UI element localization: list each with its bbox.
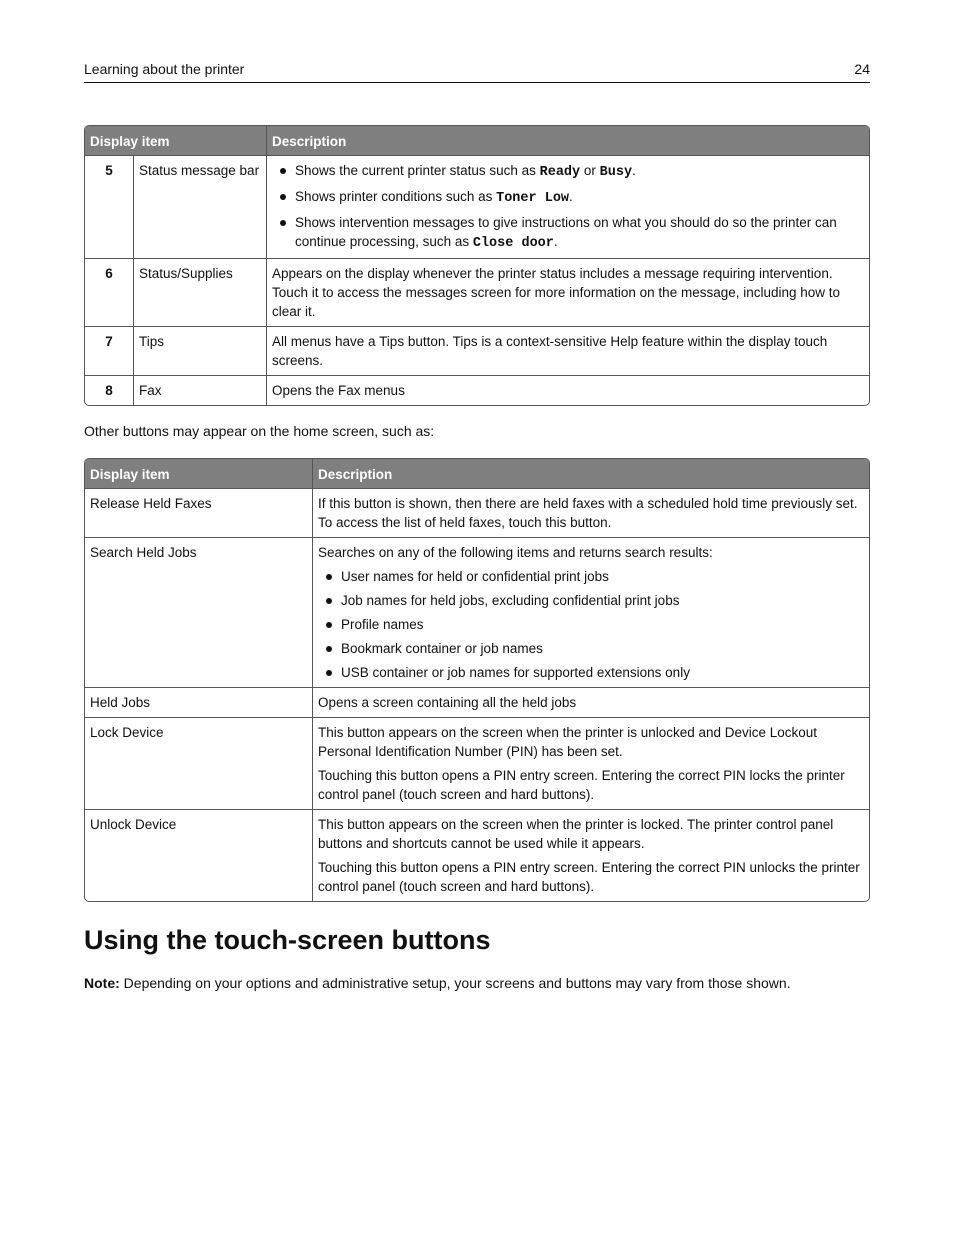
list-item: Job names for held jobs, excluding confidential print jobs xyxy=(318,591,864,610)
list-item: Shows printer conditions such as Toner Low. xyxy=(272,187,864,208)
row-number: 6 xyxy=(85,258,134,326)
row-item: Fax xyxy=(134,375,267,405)
description-paragraph: Touching this button opens a PIN entry screen. Entering the correct PIN locks the printer control panel (touch screen and hard buttons). xyxy=(318,768,845,802)
row-description xyxy=(313,488,869,537)
row-description xyxy=(267,155,869,258)
bullet-list xyxy=(272,161,864,253)
code-text: Toner Low xyxy=(496,191,570,206)
table-row xyxy=(85,488,869,537)
table-row xyxy=(85,809,869,901)
table-row xyxy=(85,687,869,717)
row-number: 8 xyxy=(85,375,134,405)
note-label: Note: xyxy=(84,975,120,991)
table-row xyxy=(85,155,869,258)
row-number: 5 xyxy=(85,155,134,258)
page-number: 24 xyxy=(854,61,870,77)
row-description xyxy=(313,717,869,809)
bullet-icon xyxy=(326,598,332,604)
row-item: Search Held Jobs xyxy=(85,537,313,687)
row-number: 7 xyxy=(85,326,134,375)
list-item: Shows intervention messages to give instructions on what you should do so the printer can continue processing, such as Close door. xyxy=(272,213,864,253)
row-description: Appears on the display whenever the printer status includes a message requiring intervention. Touch it to access the messages screen for more information on the message, including how to clear it. xyxy=(267,258,869,326)
list-item: USB container or job names for supported extensions only xyxy=(318,663,864,682)
row-item: Tips xyxy=(134,326,267,375)
bullet-icon xyxy=(326,574,332,580)
bullet-icon xyxy=(326,670,332,676)
row-description: Opens the Fax menus xyxy=(267,375,869,405)
other-buttons-table xyxy=(84,458,870,902)
row-item: Status/Supplies xyxy=(134,258,267,326)
row-item: Release Held Faxes xyxy=(85,488,313,537)
row-item: Lock Device xyxy=(85,717,313,809)
bullet-icon xyxy=(326,646,332,652)
row-description xyxy=(313,687,869,717)
description-paragraph: This button appears on the screen when the printer is unlocked and Device Lockout Personal Identification Number (PIN) has been set. xyxy=(318,725,818,759)
section-heading: Using the touch-screen buttons xyxy=(84,925,491,955)
display-items-table xyxy=(84,125,870,406)
list-item: User names for held or confidential print jobs xyxy=(318,567,864,586)
description-paragraph: This button appears on the screen when the printer is locked. The printer control panel buttons and shortcuts cannot be used while it appears. xyxy=(318,817,834,851)
table-row xyxy=(85,717,869,809)
bullet-icon xyxy=(280,194,286,200)
row-item: Held Jobs xyxy=(85,687,313,717)
row-item: Unlock Device xyxy=(85,809,313,901)
table-row xyxy=(85,326,869,375)
row-description: All menus have a Tips button. Tips is a context-sensitive Help feature within the display touch screens. xyxy=(267,326,869,375)
intro-text: Other buttons may appear on the home screen, such as: xyxy=(84,423,435,439)
running-header xyxy=(84,61,870,83)
note-paragraph xyxy=(84,975,870,991)
bullet-icon xyxy=(326,622,332,628)
table-row xyxy=(85,258,869,326)
column-header-description: Description xyxy=(267,126,869,155)
row-description xyxy=(313,537,869,687)
list-item: Bookmark container or job names xyxy=(318,639,864,658)
description-paragraph: Touching this button opens a PIN entry screen. Entering the correct PIN unlocks the printer control panel (touch screen and hard buttons). xyxy=(318,860,860,894)
bullet-list xyxy=(318,567,864,682)
description-paragraph: Opens a screen containing all the held jobs xyxy=(318,695,577,710)
column-header-display-item: Display item xyxy=(85,459,313,488)
list-item: Profile names xyxy=(318,615,864,634)
note-text: Depending on your options and administrative setup, your screens and buttons may vary from those shown. xyxy=(119,975,791,991)
column-header-display-item: Display item xyxy=(85,126,267,155)
code-text: Ready xyxy=(539,165,581,180)
table-header-row xyxy=(85,459,869,488)
row-item: Status message bar xyxy=(134,155,267,258)
table-row xyxy=(85,537,869,687)
column-header-description: Description xyxy=(313,459,869,488)
code-text: Busy xyxy=(599,165,633,180)
bullet-icon xyxy=(280,220,286,226)
table-row xyxy=(85,375,869,405)
header-title: Learning about the printer xyxy=(84,61,245,77)
description-paragraph: If this button is shown, then there are held faxes with a scheduled hold time previously set. To access the list of held faxes, touch this button. xyxy=(318,496,858,530)
description-paragraph: Searches on any of the following items and returns search results: xyxy=(318,545,713,560)
list-item: Shows the current printer status such as Ready or Busy. xyxy=(272,161,864,182)
bullet-icon xyxy=(280,168,286,174)
table-header-row xyxy=(85,126,869,155)
code-text: Close door xyxy=(472,236,554,251)
row-description xyxy=(313,809,869,901)
